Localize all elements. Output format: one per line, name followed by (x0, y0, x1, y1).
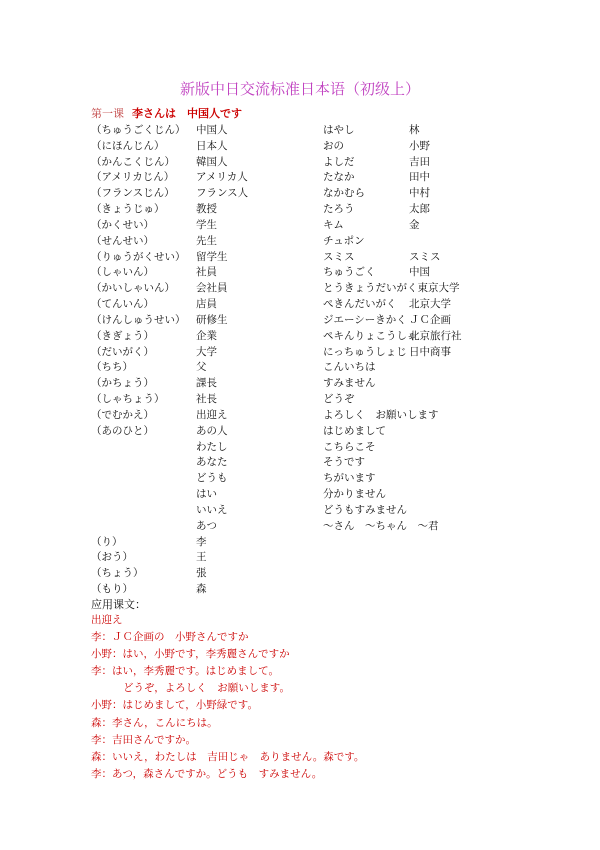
vocab-word: 中国人 (196, 124, 228, 136)
vocab-word: 出迎え (196, 408, 228, 421)
vocab-reading: （りゅうがくせい） (91, 250, 186, 263)
name-kanji: 日中商事 (409, 345, 451, 358)
vocab-reading: （り） (91, 535, 123, 548)
name-kanji: 中国 (409, 266, 430, 279)
vocab-word: 森 (196, 583, 207, 596)
vocab-reading: （ちち） (91, 361, 133, 374)
vocab-word: 教授 (196, 203, 217, 216)
vocab-reading: （フランスじん） (91, 187, 175, 200)
vocab-word: 李 (196, 535, 207, 548)
vocab-reading: （あのひと） (91, 424, 154, 437)
vocab-reading: （でむかえ） (91, 408, 154, 421)
name-reading: ちゅうごく (323, 266, 376, 279)
vocab-word: 張 (196, 567, 207, 580)
name-kanji: 小野 (409, 139, 430, 152)
vocab-word: いいえ (196, 503, 228, 516)
vocab-word: 企業 (196, 329, 217, 342)
dialog-line: 小野：はじめまして，小野緑です。 (91, 699, 258, 712)
name-reading: こんいちは (323, 361, 376, 374)
vocab-word: アメリカ人 (196, 171, 248, 184)
vocab-word: どうも (196, 472, 228, 485)
vocab-reading: （だいがく） (91, 345, 154, 358)
name-reading: ぺきんだいがく (323, 298, 397, 311)
vocab-word: 留学生 (196, 250, 228, 263)
vocab-word: 先生 (196, 234, 217, 247)
vocab-reading: （ちゅうごくじん） (91, 124, 186, 136)
name-reading: スミス (323, 250, 355, 263)
applied-text-label: 应用课文： (91, 598, 146, 611)
name-kanji: ＪＣ企画 (409, 313, 451, 326)
dialog-line: どうぞ，よろしく お願いします。 (123, 682, 290, 695)
dialog-line: 李：ＪＣ企画の 小野さんですか (91, 631, 249, 644)
vocab-word: 日本人 (196, 139, 228, 152)
dialog-line: 森：いいえ，わたしは 吉田じゃ ありません。森です。 (91, 750, 365, 763)
name-reading: そうです (323, 456, 365, 469)
name-kanji: 林 (409, 124, 420, 136)
name-kanji: 太郎 (409, 203, 430, 216)
name-reading: にっちゅうしょじ (323, 345, 407, 358)
vocab-reading: （アメリカじん） (91, 171, 175, 184)
name-reading: はやし (323, 124, 355, 136)
vocab-reading: （かちょう） (91, 377, 154, 390)
name-reading: すみません (323, 377, 376, 390)
name-kanji: 北京大学 (409, 298, 451, 311)
name-reading: たろう (323, 203, 355, 216)
lesson-number: 第一课 (91, 107, 124, 120)
vocab-reading: （しゃいん） (91, 266, 154, 279)
vocab-word: 大学 (196, 345, 217, 358)
name-reading: たなか (323, 171, 355, 184)
name-reading: チュポン (323, 234, 365, 247)
name-reading: ちがいます (323, 472, 376, 485)
name-reading: どうぞ (323, 393, 355, 406)
vocab-reading: （きぎょう） (91, 329, 154, 342)
vocab-reading: （にほんじん） (91, 139, 165, 152)
dialog-line: 李：はい，李秀麗です。はじめまして。 (91, 665, 279, 678)
name-kanji: 金 (409, 218, 420, 231)
name-reading: キム (323, 218, 344, 231)
dialog-line: 森：李さん，こんにちは。 (91, 716, 218, 729)
name-reading: はじめまして (323, 424, 386, 437)
vocab-reading: （おう） (91, 551, 133, 564)
vocab-word: 社長 (196, 393, 217, 406)
vocab-word: はい (196, 488, 217, 501)
name-reading: とうきょうだいがく東京大学 (323, 282, 460, 295)
dialog-title: 出迎え (91, 614, 123, 626)
vocab-reading: （かいしゃいん） (91, 282, 175, 295)
vocab-reading: （もり） (91, 583, 133, 596)
page-title: 新版中日交流标准日本语（初级上） (179, 80, 420, 98)
vocab-reading: （けんしゅうせい） (91, 313, 186, 326)
vocab-word: わたし (196, 440, 228, 453)
name-kanji: 中村 (409, 187, 430, 200)
name-reading: なかむら (323, 187, 365, 200)
dialog-line: 小野：はい，小野です，李秀麗さんですか (91, 648, 290, 661)
vocab-word: 課長 (196, 377, 217, 390)
vocab-reading: （かくせい） (91, 218, 154, 231)
name-kanji: スミス (409, 250, 441, 263)
name-reading: どうもすみません (323, 503, 407, 516)
name-kanji: 吉田 (409, 155, 430, 168)
dialog-block (91, 612, 364, 783)
lesson-heading (91, 105, 242, 121)
name-reading: 分かりません (323, 488, 386, 501)
vocab-word: 父 (196, 361, 207, 374)
vocab-word: 韓国人 (196, 155, 228, 168)
vocab-word: フランス人 (196, 187, 249, 200)
name-reading: ペキんりょこうしゃ (323, 329, 418, 342)
vocab-word: 社員 (196, 266, 217, 279)
vocab-reading: （きょうじゅ） (91, 203, 165, 216)
vocab-reading: （ちょう） (91, 567, 144, 580)
vocab-word: 会社員 (196, 282, 228, 295)
vocab-word: 学生 (196, 218, 217, 231)
name-reading: ～さん ～ちゃん ～君 (323, 519, 439, 532)
vocab-word: 王 (196, 551, 207, 564)
dialog-line: 李：吉田さんですか。 (91, 733, 196, 746)
vocab-word: あなた (196, 456, 228, 469)
vocab-reading: （しゃちょう） (91, 393, 165, 406)
vocab-reading: （てんいん） (91, 298, 154, 311)
vocab-word: 研修生 (196, 313, 228, 326)
vocab-reading: （かんこくじん） (91, 155, 175, 168)
name-reading: こちらこそ (323, 440, 376, 453)
name-kanji: 田中 (409, 171, 430, 184)
name-reading: ジエーシーきかく (323, 313, 407, 326)
vocab-word: あの人 (196, 424, 228, 437)
vocab-word: 店員 (196, 298, 217, 311)
name-kanji: 北京旅行社 (409, 329, 462, 342)
name-reading: おの (323, 139, 344, 152)
name-reading: よろしく お願いします (323, 408, 439, 421)
dialog-line: 李：あつ，森さんですか。どうも すみません。 (91, 767, 323, 780)
vocab-reading: （せんせい） (91, 234, 154, 247)
lesson-name: 李さんは 中国人です (132, 107, 242, 120)
vocab-word: あつ (196, 519, 217, 532)
name-reading: よしだ (323, 155, 355, 168)
